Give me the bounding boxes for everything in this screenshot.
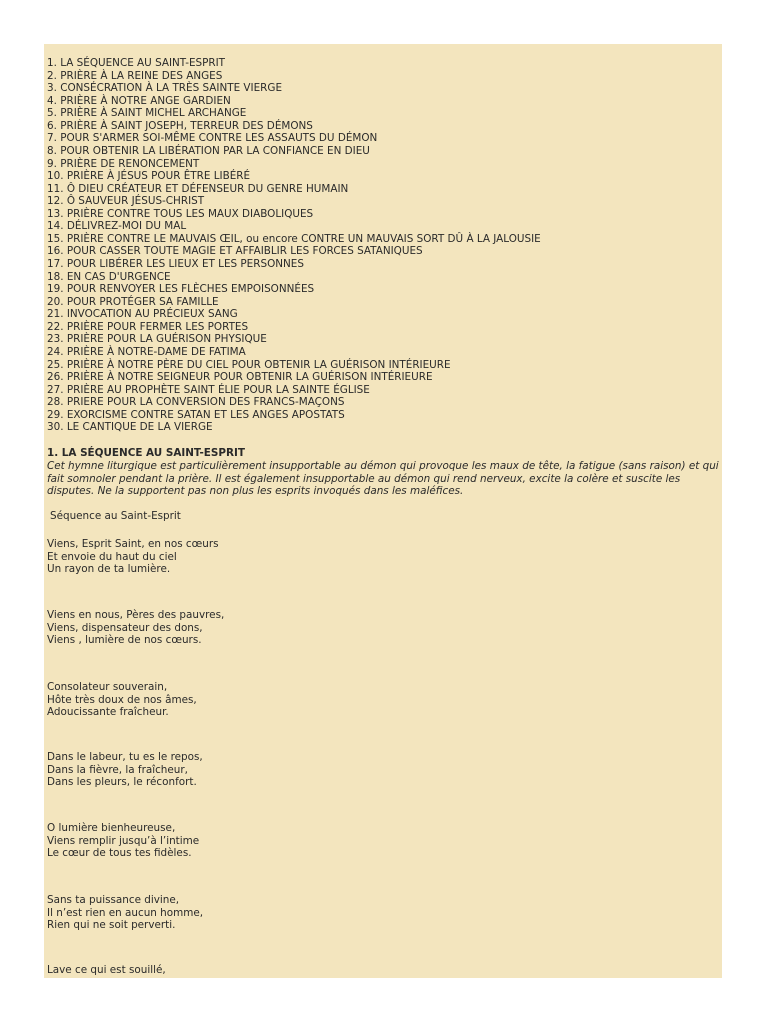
toc-item[interactable]: 29. EXORCISME CONTRE SATAN ET LES ANGES APOSTATS	[47, 408, 345, 421]
poem-line: Viens, Esprit Saint, en nos cœurs	[47, 538, 219, 550]
toc-item[interactable]: 25. PRIÈRE À NOTRE PÈRE DU CIEL POUR OBTENIR LA GUÉRISON INTÉRIEURE	[47, 358, 451, 371]
poem-line: Viens , lumière de nos cœurs.	[47, 634, 202, 646]
toc-item[interactable]: 1. LA SÉQUENCE AU SAINT-ESPRIT	[47, 57, 226, 69]
poem-line: Un rayon de ta lumière.	[47, 563, 171, 575]
toc-item[interactable]: 19. POUR RENVOYER LES FLÈCHES EMPOISONNÉES	[47, 283, 315, 296]
toc-item[interactable]: 11. Ô DIEU CRÉATEUR ET DÉFENSEUR DU GENRE HUMAIN	[47, 182, 349, 195]
stanza	[47, 609, 224, 647]
toc-item[interactable]: 3. CONSÉCRATION À LA TRÈS SAINTE VIERGE	[47, 82, 283, 95]
table-of-contents	[47, 57, 541, 434]
poem-line: Viens en nous, Pères des pauvres,	[47, 609, 225, 621]
poem-line: Le cœur de tous tes fidèles.	[47, 847, 192, 859]
stanza	[47, 894, 203, 932]
poem-line: O lumière bienheureuse,	[47, 822, 176, 834]
poem-line: Viens, dispensateur des dons,	[47, 621, 203, 634]
toc-item[interactable]: 2. PRIÈRE À LA REINE DES ANGES	[47, 69, 223, 82]
poem-line: Il n’est rien en aucun homme,	[47, 906, 204, 919]
toc-item[interactable]: 18. EN CAS D'URGENCE	[47, 270, 171, 283]
poem-title: Séquence au Saint-Esprit	[50, 510, 181, 522]
stanza	[47, 681, 197, 719]
toc-item[interactable]: 14. DÉLIVREZ-MOI DU MAL	[47, 220, 187, 233]
stanza	[47, 964, 166, 977]
stanza	[47, 538, 219, 576]
toc-item[interactable]: 6. PRIÈRE À SAINT JOSEPH, TERREUR DES DÉMONS	[47, 119, 313, 132]
poem-line: Et envoie du haut du ciel	[47, 550, 177, 563]
stanza	[47, 822, 199, 860]
poem-line: Rien qui ne soit perverti.	[47, 919, 176, 931]
toc-item[interactable]: 5. PRIÈRE À SAINT MICHEL ARCHANGE	[47, 107, 247, 120]
poem-line: Adoucissante fraîcheur.	[47, 706, 169, 718]
toc-item[interactable]: 26. PRIÈRE À NOTRE SEIGNEUR POUR OBTENIR LA GUÉRISON INTÉRIEURE	[47, 371, 433, 384]
toc-item[interactable]: 28. PRIERE POUR LA CONVERSION DES FRANCS-MAÇONS	[47, 396, 345, 409]
section-heading: 1. LA SÉQUENCE AU SAINT-ESPRIT	[47, 447, 245, 459]
toc-item[interactable]: 4. PRIÈRE À NOTRE ANGE GARDIEN	[47, 94, 231, 107]
stanza	[47, 751, 203, 789]
document-page	[44, 44, 722, 978]
toc-item[interactable]: 27. PRIÈRE AU PROPHÈTE SAINT ÉLIE POUR LA SAINTE ÉGLISE	[47, 383, 370, 396]
toc-item[interactable]: 13. PRIÈRE CONTRE TOUS LES MAUX DIABOLIQUES	[47, 207, 314, 220]
poem-line: Hôte très doux de nos âmes,	[47, 693, 197, 706]
toc-item[interactable]: 12. Ô SAUVEUR JÉSUS-CHRIST	[47, 195, 205, 208]
toc-item[interactable]: 16. POUR CASSER TOUTE MAGIE ET AFFAIBLIR LES FORCES SATANIQUES	[47, 245, 423, 258]
toc-item[interactable]: 22. PRIÈRE POUR FERMER LES PORTES	[47, 320, 249, 333]
toc-item[interactable]: 21. INVOCATION AU PRÉCIEUX SANG	[47, 308, 238, 321]
toc-item[interactable]: 7. POUR S'ARMER SOI-MÊME CONTRE LES ASSAUTS DU DÉMON	[47, 132, 378, 145]
poem-line: Lave ce qui est souillé,	[47, 964, 166, 976]
toc-item[interactable]: 24. PRIÈRE À NOTRE-DAME DE FATIMA	[47, 345, 246, 358]
toc-item[interactable]: 30. LE CANTIQUE DE LA VIERGE	[47, 421, 213, 434]
poem-line: Dans les pleurs, le réconfort.	[47, 776, 197, 788]
toc-item[interactable]: 23. PRIÈRE POUR LA GUÉRISON PHYSIQUE	[47, 333, 267, 346]
toc-item[interactable]: 17. POUR LIBÉRER LES LIEUX ET LES PERSONNES	[47, 258, 304, 270]
poem-line: Dans le labeur, tu es le repos,	[47, 751, 203, 763]
poem-line: Consolateur souverain,	[47, 681, 168, 693]
toc-item[interactable]: 10. PRIÈRE À JÉSUS POUR ÊTRE LIBÉRÉ	[47, 170, 251, 183]
poem-line: Dans la fièvre, la fraîcheur,	[47, 763, 188, 776]
toc-item[interactable]: 8. POUR OBTENIR LA LIBÉRATION PAR LA CONFIANCE EN DIEU	[47, 144, 370, 157]
poem-line: Sans ta puissance divine,	[47, 894, 180, 906]
poem-line: Viens remplir jusqu’à l’intime	[47, 834, 200, 847]
toc-item[interactable]: 20. POUR PROTÉGER SA FAMILLE	[47, 295, 219, 308]
section-intro: Cet hymne liturgique est particulièrement insupportable au démon qui provoque les maux de tête, la fatigue (sans raison) et qui fait somnoler pendant la prière. Il est également insupportable au démon qui rend nerveux, excite la colère et suscite les disputes. Ne la supportent pas non plus les esprits invoqués dans les maléfices.	[47, 460, 719, 497]
toc-item[interactable]: 9. PRIÈRE DE RENONCEMENT	[47, 157, 200, 170]
toc-item[interactable]: 15. PRIÈRE CONTRE LE MAUVAIS ŒIL, ou encore CONTRE UN MAUVAIS SORT DÛ À LA JALOUSIE	[47, 232, 541, 245]
